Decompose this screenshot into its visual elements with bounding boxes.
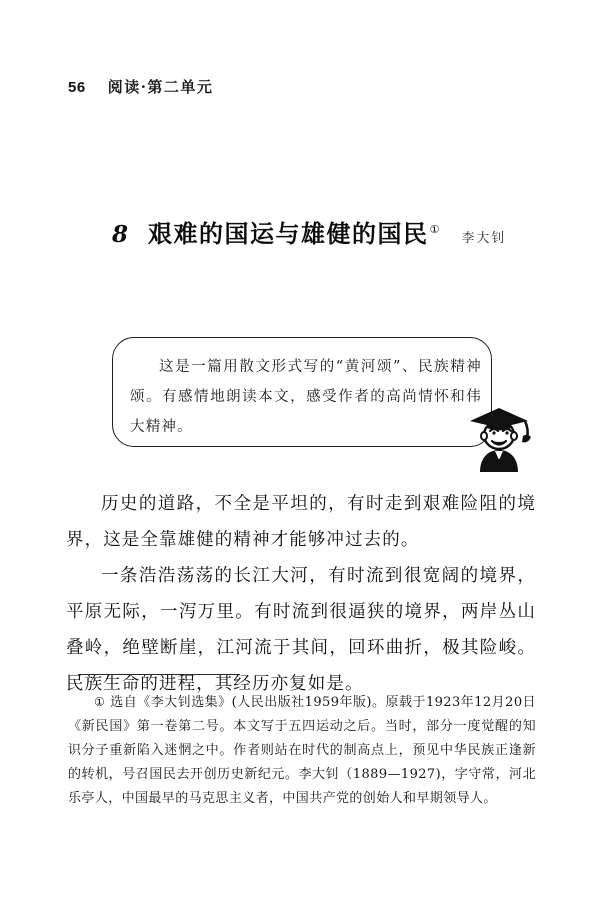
footnote-separator — [78, 674, 240, 675]
title-footnote-marker: ① — [429, 223, 440, 236]
footnote-marker: ① — [94, 695, 106, 709]
page-title — [148, 214, 439, 249]
graduate-student-icon — [462, 400, 536, 472]
page-number: 56 — [68, 79, 86, 96]
running-head — [68, 76, 213, 97]
intro-callout-text: 这是一篇用散文形式写的“黄河颂”、民族精神颂。有感情地朗读本文，感受作者的高尚情怀和伟大精神。 — [130, 359, 482, 435]
footnote-entry — [68, 690, 536, 811]
body-paragraph: 一条浩浩荡荡的长江大河，有时流到很宽阔的境界，平原无际，一泻万里。有时流到很逼狭的境界，两岸丛山叠岭，绝壁断崖，江河流于其间，回环曲折，极其险峻。民族生命的进程，其经历亦复如是。 — [66, 566, 536, 694]
lesson-title-block — [112, 214, 548, 249]
running-head-label: 阅读·第二单元 — [107, 78, 214, 96]
page-title-text: 艰难的国运与雄健的国民 — [148, 220, 429, 248]
author-name: 李大钊 — [461, 231, 507, 246]
footnote-block — [68, 690, 536, 811]
body-paragraph: 历史的道路，不全是平坦的，有时走到艰难险阻的境界，这是全靠雄健的精神才能够冲过去的。 — [66, 494, 536, 550]
footnote-text: 选自《李大钊选集》(人民出版社1959年版)。原载于1923年12月20日《新民国》第一卷第二号。本文写于五四运动之后。当时，部分一度觉醒的知识分子重新陷入迷惘之中。作者则站在时代的制高点上，预见中华民族正逢新的转机，号召国民去开创历史新纪元。李大钊（1889—1927)，字守常，河北乐亭人，中国最早的马克思主义者，中国共产党的创始人和早期领导人。 — [68, 695, 536, 806]
lesson-number: 8 — [112, 221, 129, 248]
body-text — [66, 486, 536, 702]
